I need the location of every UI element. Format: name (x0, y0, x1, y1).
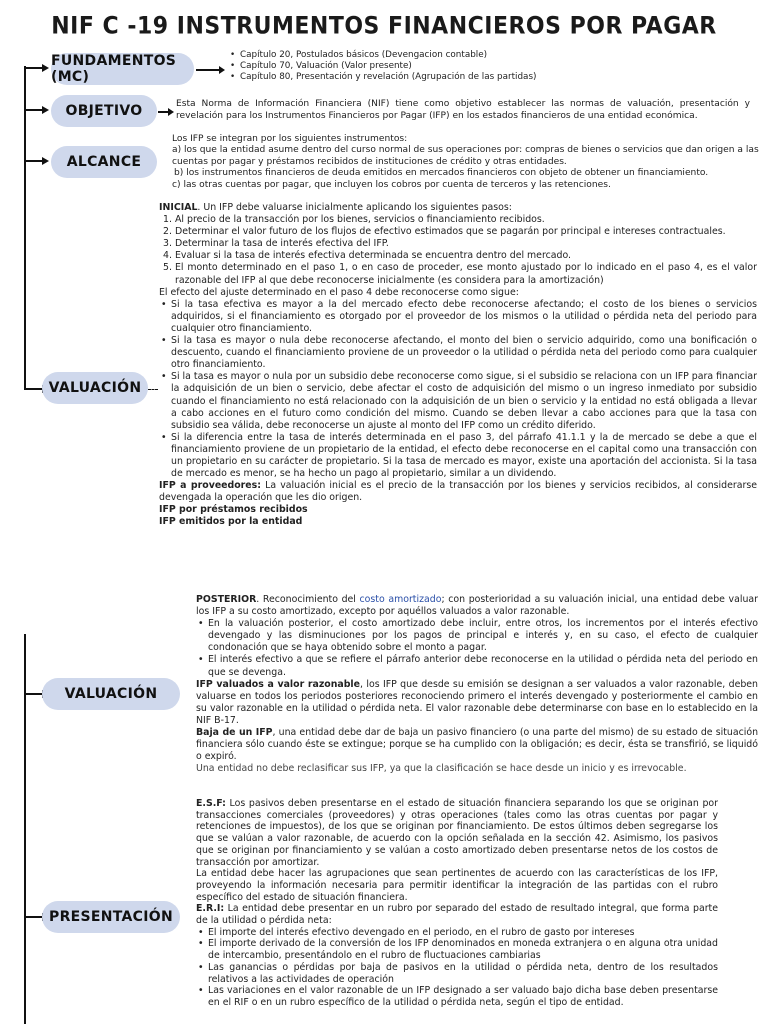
efecto-intro: El efecto del ajuste determinado en el paso 4 debe reconocerse como sigue: (159, 286, 519, 298)
pill-alcance: ALCANCE (51, 146, 157, 178)
list-item: • Capítulo 70, Valuación (Valor presente) (228, 61, 568, 72)
pill-objetivo: OBJETIVO (51, 95, 157, 127)
pointer-objetivo-arrow (168, 108, 174, 116)
objetivo-text: Esta Norma de Información Financiera (NIF) tiene como objetivo establecer las normas de valuación, presentación y revelación para los Instrumentos Financieros por Pagar (IFP) en los estados financieros de una entidad económica. (176, 99, 750, 122)
connector-valuacion (24, 388, 44, 390)
list-item: 1. Al precio de la transacción por los bienes, servicios o financiamiento recibidos. (163, 214, 545, 226)
arrow-fundamentos (42, 64, 49, 72)
eri-paragraph: E.R.I: La entidad debe presentar en un rubro por separado del estado de resultado integral, que forma parte de la utilidad o pérdida neta: (196, 903, 718, 927)
baja-paragraph: Baja de un IFP, una entidad debe dar de baja un pasivo financiero (o una parte del mismo) de su estado de situación financiera sólo cuando éste se extingue; porque se ha cumplido con la obligación; es decir, ésta se transfirió, se liquidó o expiró. (196, 727, 759, 763)
list-item: • Capítulo 20, Postulados básicos (Devengacion contable) (228, 50, 568, 61)
list-item: • El importe derivado de la conversión de los IFP denominados en moneda extranjera o en alguna otra unidad de intercambio, presentándolo en el rubro de fluctuaciones cambiarias (196, 938, 718, 961)
list-item: 4. Evaluar si la tasa de interés efectiva determinada se encuentra dentro del mercado. (163, 250, 571, 262)
pill-valuacion: VALUACIÓN (42, 372, 148, 404)
pill-valuacion-2: VALUACIÓN (42, 678, 180, 710)
list-item: • Las ganancias o pérdidas por baja de pasivos en la utilidad o pérdida neta, dentro de los resultados relativos a las actividades de operación (196, 962, 718, 985)
posterior-bullets (196, 618, 758, 678)
connector-valuacion-2 (24, 693, 44, 695)
costo-amortizado-link[interactable]: costo amortizado (359, 594, 442, 605)
arrow-alcance (42, 157, 49, 165)
list-item: • Si la tasa efectiva es mayor a la del mercado efecto debe reconocerse afectando; el costo de los bienes o servicios adquiridos, si el financiamiento es otorgado por el proveedor de los mismos o la utilidad o pérdida neta del periodo para cualquier otro financiamiento. (159, 299, 757, 335)
connector-vertical-upper (24, 66, 26, 390)
list-item: • El importe del interés efectivo devengado en el periodo, en el rubro de gasto por intereses (196, 927, 718, 939)
list-item: • Si la diferencia entre la tasa de interés determinada en el paso 3, del párrafo 41.1.1 y la de mercado se debe a que el financiamiento proviene de un propietario de la entidad, el efecto debe reconocerse en el capital como una transacción con un propietario en su carácter de propietario. Si la tasa de mercado es mayor, existe una aportación del accionista. Si la tasa de mercado es menor, se ha hecho un pago al propietario, similar a un dividendo. (159, 432, 757, 480)
valuacion-posterior-block (196, 594, 758, 775)
pointer-fundamentos (196, 69, 220, 71)
efecto-bullets (159, 299, 757, 480)
fundamentos-list (228, 50, 568, 83)
connector-fundamentos (24, 67, 44, 69)
inicial-steps (159, 214, 757, 287)
list-item: • En la valuación posterior, el costo amortizado debe incluir, entre otros, los incrementos por el interés efectivo devengado y las disminuciones por los pagos de principal e interés y, en su caso, el efecto de cualquier condonación que se haya obtenido sobre el monto a pagar. (196, 618, 758, 654)
pill-presentacion: PRESENTACIÓN (42, 901, 180, 933)
list-item: • Las variaciones en el valor razonable de un IFP designado a ser valuado bajo dicha base deben presentarse en el RIF o en un rubro específico de la utilidad o pérdida neta, según el tipo de entidad. (196, 985, 718, 1008)
alcance-block (172, 134, 764, 191)
inicial-title: INICIAL (159, 202, 198, 213)
list-item: • El interés efectivo a que se refiere el párrafo anterior debe reconocerse en la utilidad o pérdida neta del periodo en que se devenga. (196, 654, 758, 678)
list-item: 3. Determinar la tasa de interés efectiva del IFP. (163, 238, 389, 250)
presentacion-block (196, 798, 718, 1009)
esf-paragraph: E.S.F: Los pasivos deben presentarse en el estado de situación financiera separando los que se originan por transacciones comerciales (proveedores) y otras operaciones (tales como las otras cuentas por pagar y retenciones de impuestos), de los que se originan por financiamiento. De estos últimos deben segregarse los que se valúan a valor razonable, de acuerdo con la opción señalada en la sección 42. Asimismo, los pasivos que se originan por financiamiento y se valúan a costo amortizado deben presentarse netos de los costos de transacción por amortizar. (196, 798, 718, 868)
prestamos-title: IFP por préstamos recibidos (159, 504, 308, 516)
agrupaciones-paragraph: La entidad debe hacer las agrupaciones que sean pertinentes de acuerdo con las características de los IFP, proveyendo la información necesaria para permitir identificar la integración de las partidas con el rubro específico del estado de situación financiera. (196, 868, 718, 903)
list-item: 2. Determinar el valor futuro de los flujos de efectivo estimados que se pagarán por principal e intereses contractuales. (163, 226, 726, 238)
arrow-objetivo (42, 106, 49, 114)
alcance-item-a: a) los que la entidad asume dentro del curso normal de sus operaciones por: compras de bienes o servicios que dan origen a las cuentas por pagar y préstamos recibidos de instituciones de crédito y otras entidades. (172, 145, 759, 167)
reclasificar-paragraph: Una entidad no debe reclasificar sus IFP, ya que la clasificación se hace desde un inicio y es irrevocable. (196, 763, 687, 775)
page-title: NIF C -19 INSTRUMENTOS FINANCIEROS POR PAGAR (51, 12, 717, 40)
eri-bullets (196, 927, 718, 1009)
inicial-intro: INICIAL. Un IFP debe valuarse inicialmente aplicando los siguientes pasos: (159, 202, 512, 213)
valuacion-inicial-block (159, 202, 757, 529)
connector-presentacion (24, 916, 44, 918)
alcance-item-c: c) las otras cuentas por pagar, que incluyen los cobros por cuenta de terceros y las retenciones. (172, 179, 611, 190)
connector-alcance (24, 160, 44, 162)
pill-fundamentos: FUNDAMENTOS (MC) (51, 53, 194, 85)
list-item: • Capítulo 80, Presentación y revelación (Agrupación de las partidas) (228, 72, 568, 83)
valor-razonable-paragraph: IFP valuados a valor razonable, los IFP que desde su emisión se designan a ser valuados a valor razonable, deben valuarse en todos los periodos posteriores reconociendo primero el interés devengado y posteriormente el cambio en su valor razonable en la utilidad o pérdida neta. El valor razonable debe determinarse con base en lo establecido en la NIF B-17. (196, 678, 758, 726)
list-item: 5. El monto determinado en el paso 1, o en caso de proceder, ese monto ajustado por lo indicado en el paso 4, es el valor razonable del IFP al que debe reconocerse inicialmente (es considera para la amortización) (163, 262, 757, 286)
posterior-intro: POSTERIOR. Reconocimiento del costo amortizado; con posterioridad a su valuación inicial, una entidad debe valuar los IFP a su costo amortizado, excepto por aquéllos valuados a valor razonable. (196, 594, 758, 618)
emitidos-title: IFP emitidos por la entidad (159, 516, 303, 528)
list-item: • Si la tasa es mayor o nula debe reconocerse afectando, el monto del bien o servicio adquirido, como una bonificación o descuento, cuando el financiamiento proviene de un proveedor o la utilidad o pérdida neta del periodo como para cualquier otro financiamiento. (159, 335, 757, 371)
pointer-fundamentos-arrow (219, 66, 225, 74)
pointer-valuacion (148, 389, 158, 390)
list-item: • Si la tasa es mayor o nula por un subsidio debe reconocerse como sigue, si el subsidio se relaciona con un IFP para financiar la adquisición de un bien o servicio, debe afectar el costo de adquisición del mismo o un ingreso inmediato por subsidio cuando el financiamiento no está relacionado con la adquisición de un bien o servicio y la entidad no está obligada a llevar a cabo acciones en el futuro como condición del mismo. Cuando se deben llevar a cabo acciones para que la tasa con subsidio sea válida, debe reconocerse un ajuste al monto del IFP como un crédito diferido. (159, 371, 757, 431)
proveedores-paragraph: IFP a proveedores: La valuación inicial es el precio de la transacción por los bienes y servicios recibidos, al considerarse devengada la operación que les dio origen. (159, 480, 757, 504)
alcance-intro: Los IFP se integran por los siguientes instrumentos: (172, 134, 408, 144)
alcance-item-b: b) los instrumentos financieros de deuda emitidos en mercados financieros con objeto de obtener un financiamiento. (174, 168, 709, 179)
connector-objetivo (24, 109, 44, 111)
